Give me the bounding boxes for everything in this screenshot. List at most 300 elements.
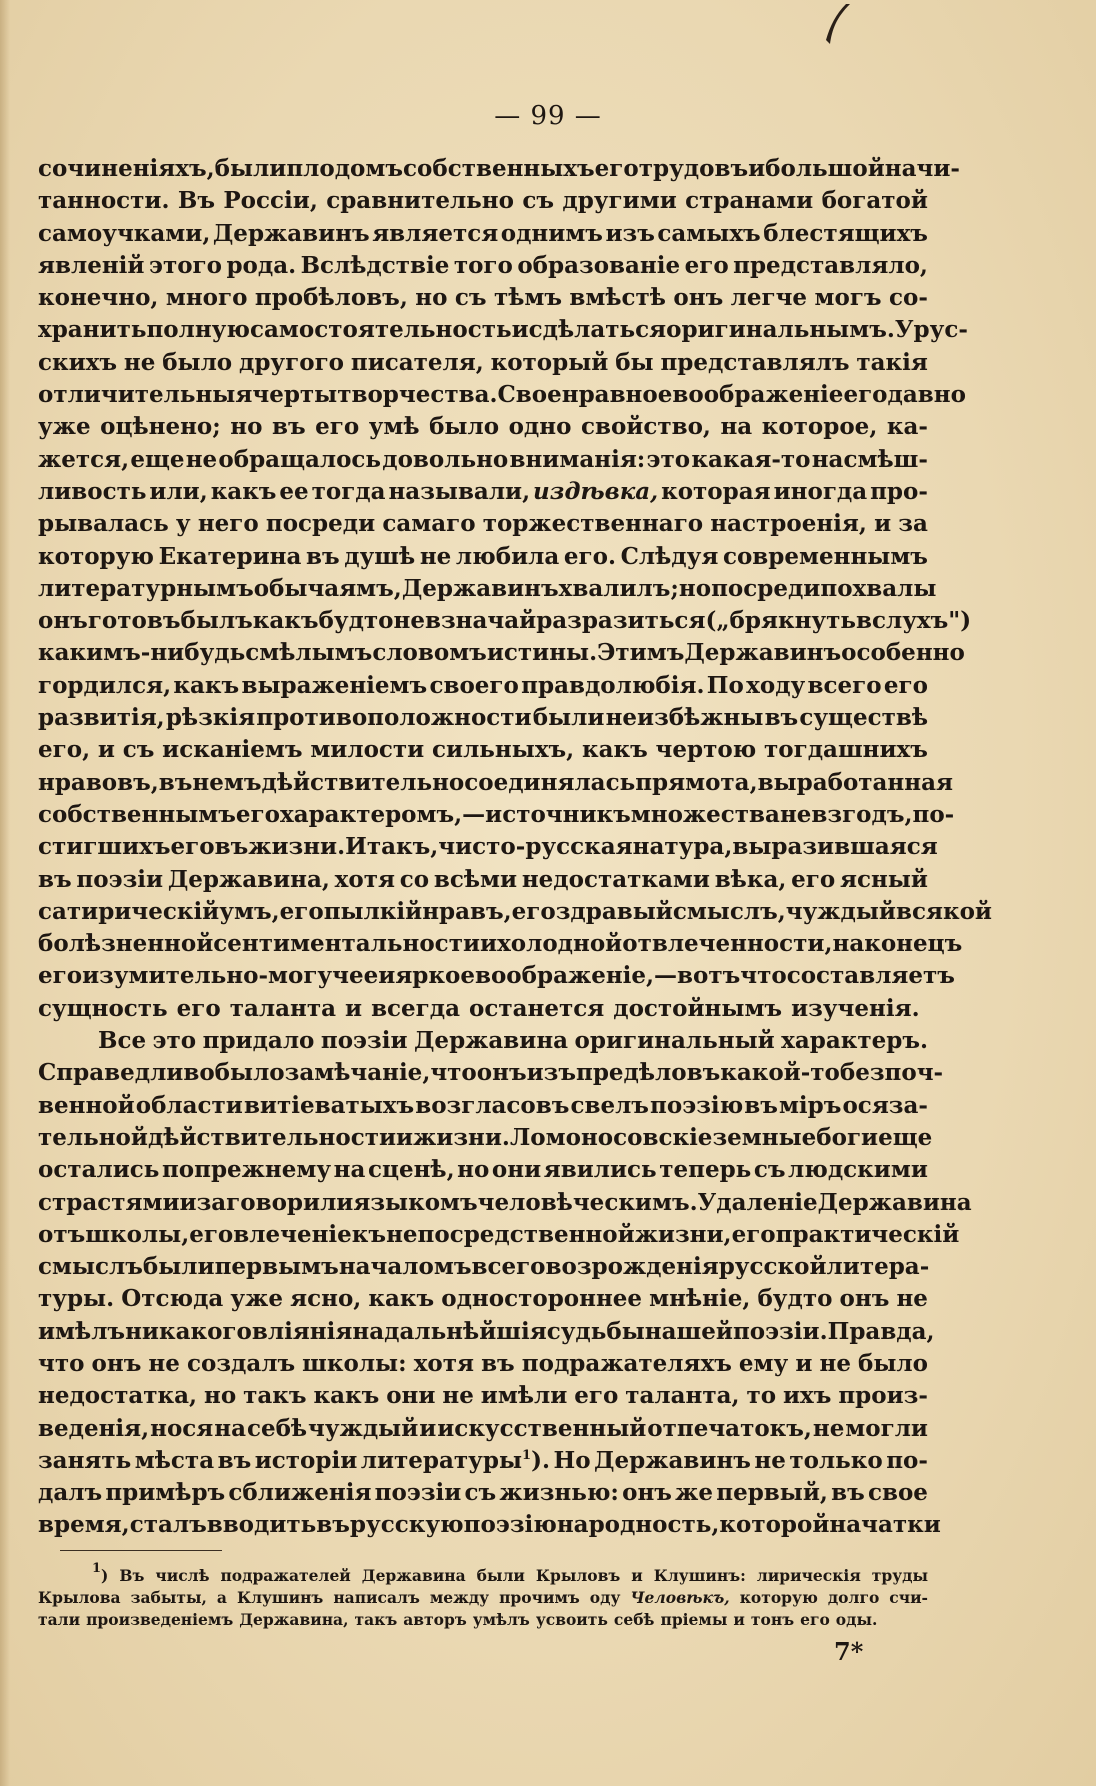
word: чисто-русская — [438, 833, 633, 861]
word: на — [214, 1414, 246, 1442]
word: Правда, — [827, 1317, 935, 1345]
word: туры. — [38, 1285, 115, 1313]
word: и — [795, 1349, 813, 1377]
word: мѣста — [134, 1446, 215, 1474]
word: людскими — [788, 1156, 928, 1184]
word: Державинъ — [401, 574, 559, 602]
word: практическій — [775, 1220, 960, 1248]
word: мнѣніе, — [649, 1285, 751, 1313]
word: первымъ — [214, 1253, 339, 1281]
word: бы — [615, 348, 654, 376]
word: невзгодъ, — [779, 800, 913, 828]
word: писателя, — [350, 348, 484, 376]
word: вмѣстѣ — [569, 284, 666, 312]
word: свойство, — [580, 413, 711, 441]
word: явленій — [38, 251, 145, 279]
word: рода. — [226, 251, 297, 279]
word: выраженіемъ — [241, 671, 428, 699]
word: сценѣ, — [367, 1156, 455, 1184]
word: ходу — [746, 671, 806, 699]
word: особенно — [841, 639, 965, 667]
word: ливость — [38, 477, 147, 505]
word: разразиться — [536, 607, 706, 635]
word: подражателей — [220, 1566, 351, 1585]
word: съ — [522, 187, 555, 215]
word: поэзіи — [320, 1027, 408, 1055]
word: исторіи — [254, 1446, 358, 1474]
word: Ломоносовскіе — [509, 1123, 713, 1151]
word: и — [396, 1123, 414, 1151]
word: придало — [202, 1027, 315, 1055]
word: время, — [38, 1511, 130, 1539]
word: его — [883, 671, 928, 699]
word: этого — [148, 251, 222, 279]
text-line — [38, 928, 963, 960]
word: существѣ — [799, 704, 928, 732]
word: другими — [562, 187, 677, 215]
word: началомъ — [338, 1253, 472, 1281]
word: жизни. — [248, 833, 346, 861]
word: Въ — [177, 187, 215, 215]
word: и — [378, 962, 396, 990]
word: большой — [765, 155, 885, 182]
word: таланта, — [625, 1382, 740, 1410]
text-line — [38, 347, 928, 379]
word: себѣ — [246, 1414, 308, 1442]
word: пробѣловъ, — [254, 284, 408, 312]
word: а — [216, 1588, 227, 1607]
word: его — [189, 1220, 234, 1248]
word: но — [204, 1382, 237, 1410]
word: его — [731, 1220, 776, 1248]
word: подражателяхъ — [521, 1349, 732, 1377]
word: него — [197, 510, 259, 538]
word: имѣлъ — [38, 1317, 126, 1345]
word: въ — [316, 1511, 350, 1539]
word: поэзіи. — [732, 1317, 828, 1345]
word: насмѣш- — [811, 445, 928, 473]
word: самаго — [382, 510, 476, 538]
word: его — [574, 1382, 619, 1410]
word: возрожденія — [545, 1253, 719, 1281]
footnote-ref: 1 — [92, 1561, 102, 1576]
word: легче — [730, 284, 808, 312]
text-line — [38, 1122, 933, 1154]
word: который — [490, 348, 609, 376]
word: неизбѣжны — [605, 704, 764, 732]
word: сатирическій — [38, 897, 220, 925]
word: исканіемъ — [162, 736, 303, 764]
word: и — [179, 1188, 197, 1216]
word: было — [214, 1059, 285, 1087]
word: ее — [279, 477, 309, 505]
word: оригинальный — [574, 1027, 775, 1055]
word: былъ — [180, 607, 253, 635]
word: были — [142, 1253, 215, 1281]
word: Клушинъ: — [653, 1566, 746, 1585]
word: хотя — [413, 1349, 474, 1377]
word: не — [819, 1349, 851, 1377]
text-line — [38, 1057, 944, 1089]
word: таланта — [229, 994, 336, 1022]
word: готовъ — [87, 607, 181, 635]
text-line — [38, 767, 953, 799]
text-line — [38, 1509, 941, 1541]
word: Державина — [817, 1188, 972, 1216]
word: настроенія, — [710, 510, 867, 538]
word: литературы$^1$). — [360, 1446, 550, 1474]
word: которой — [719, 1511, 830, 1539]
word: вотъ — [677, 962, 741, 990]
word: Россіи, — [223, 187, 318, 215]
word: невзначай — [393, 607, 537, 635]
word: не — [812, 1414, 845, 1442]
word: явились — [543, 1156, 657, 1184]
word: изъ — [605, 219, 655, 247]
word: нравъ, — [422, 897, 512, 925]
word: по- — [886, 1446, 928, 1474]
word: такъ — [354, 1610, 398, 1629]
word: душѣ — [344, 542, 416, 570]
word: но — [678, 574, 712, 602]
word: его. — [563, 542, 616, 570]
word: жется, — [38, 445, 130, 473]
word: уже — [230, 1285, 284, 1313]
word: и — [874, 510, 892, 538]
text-line — [38, 1187, 972, 1219]
word: со- — [888, 284, 928, 312]
word: въ — [481, 1349, 515, 1377]
word: Но — [553, 1446, 591, 1474]
word: какъ — [313, 1382, 380, 1410]
word: какъ — [581, 736, 648, 764]
word: будто — [757, 1285, 833, 1313]
word: трудовъ — [638, 155, 749, 182]
word: оды. — [835, 1610, 878, 1629]
word: то — [746, 1382, 777, 1410]
word: онъ — [839, 1285, 890, 1313]
word: онъ — [476, 1059, 527, 1087]
word: теперь — [659, 1156, 752, 1184]
word: Крылова — [38, 1588, 121, 1607]
word: какой-то — [720, 1059, 840, 1087]
word: чертою — [655, 736, 757, 764]
word: попрежнему — [161, 1156, 332, 1184]
word: немъ — [192, 768, 262, 796]
word: но — [415, 284, 448, 312]
word: сильныхъ, — [432, 736, 575, 764]
word: творчества. — [337, 381, 498, 409]
word: образованіе — [517, 251, 681, 279]
word: своего — [429, 671, 519, 699]
word: вводить — [206, 1511, 317, 1539]
word: предѣловъ — [575, 1059, 721, 1087]
word: еще — [130, 445, 185, 473]
word: его — [38, 962, 83, 990]
word: было — [429, 413, 500, 441]
word: не — [148, 1349, 180, 1377]
word: было — [162, 348, 233, 376]
word: У — [894, 316, 914, 344]
word: могли — [845, 1414, 928, 1442]
word: это — [646, 445, 691, 473]
word: стигшихъ — [38, 833, 171, 861]
word: полную — [146, 316, 250, 344]
word: на — [333, 1156, 366, 1184]
word: умѣлъ — [472, 1610, 530, 1629]
word: его, — [38, 736, 91, 764]
word: имѣли — [480, 1382, 568, 1410]
word: русской — [718, 1253, 827, 1281]
word: („брякнуть — [705, 607, 856, 635]
word: его — [791, 865, 836, 893]
word: хотя — [334, 865, 395, 893]
text-line — [38, 1413, 928, 1445]
text-line — [38, 411, 928, 443]
word: не — [896, 1285, 928, 1313]
word: на — [352, 1317, 385, 1345]
word: лирическія — [756, 1566, 861, 1585]
word: свелъ — [570, 1091, 649, 1119]
word: представляло, — [733, 251, 928, 279]
word: съ — [464, 1479, 497, 1507]
text-line — [38, 218, 928, 250]
word: Державина — [361, 1566, 466, 1585]
word: рѣзкія — [165, 704, 256, 732]
word: тонъ — [750, 1610, 795, 1629]
word: Екатерина — [158, 542, 302, 570]
word: какъ — [368, 1285, 435, 1313]
word: и — [97, 736, 115, 764]
word: холодной — [497, 930, 623, 958]
word: языкомъ — [353, 1188, 478, 1216]
word: но — [457, 1156, 490, 1184]
word: Отсюда — [121, 1285, 224, 1313]
word: Слѣдуя — [620, 542, 719, 570]
word: непосредственной — [386, 1220, 635, 1248]
word: изумительно-могучее — [82, 962, 379, 990]
word: источникъ — [485, 800, 631, 828]
word: вѣка, — [714, 865, 787, 893]
word: его — [235, 800, 280, 828]
word: иногда — [773, 477, 868, 505]
word: съ — [454, 284, 487, 312]
word: не — [754, 1446, 786, 1474]
word: его — [315, 413, 360, 441]
word: страстями — [38, 1188, 180, 1216]
word: Удаленіе — [697, 1188, 818, 1216]
text-line — [38, 864, 928, 896]
text-line — [38, 153, 960, 185]
word: дальнѣйшія — [384, 1317, 547, 1345]
word: собственныхъ — [403, 155, 595, 182]
word: въ — [38, 865, 72, 893]
word: витіеватыхъ — [243, 1091, 415, 1119]
text-line — [38, 541, 928, 573]
word: нося — [150, 1414, 214, 1442]
word: первый, — [716, 1479, 828, 1507]
word: судьбы — [546, 1317, 645, 1345]
word: онъ — [673, 284, 724, 312]
word: вниманія: — [509, 445, 646, 473]
word: яркое — [395, 962, 475, 990]
word: же — [675, 1479, 714, 1507]
word: начатки — [829, 1511, 941, 1539]
word: усвоить — [535, 1610, 608, 1629]
text-line — [38, 1251, 928, 1283]
word: одно — [508, 413, 572, 441]
word: Державина — [413, 1027, 569, 1055]
word: всякой — [895, 897, 992, 925]
word: умѣ — [368, 413, 420, 441]
word: давно — [887, 381, 966, 409]
word: въ — [744, 1091, 778, 1119]
word: изученія. — [791, 994, 920, 1022]
word: выработанная — [757, 768, 953, 796]
word: похвалы — [820, 574, 937, 602]
text-line — [38, 379, 966, 411]
word: были — [532, 704, 605, 732]
text-line — [38, 605, 972, 637]
footnote-line — [38, 1609, 928, 1631]
page-number: — 99 — — [494, 101, 602, 131]
word: истины. — [486, 639, 598, 667]
word: развитія, — [38, 704, 165, 732]
text-line — [38, 476, 928, 508]
footnote-divider — [60, 1550, 222, 1551]
word: которую — [38, 542, 154, 570]
word: онъ — [38, 607, 88, 635]
word: но — [230, 413, 263, 441]
word: русскую — [349, 1511, 464, 1539]
word: что — [430, 1059, 477, 1087]
word: самыхъ — [657, 219, 761, 247]
word: одностороннее — [441, 1285, 643, 1313]
text-line — [38, 573, 937, 605]
word: замѣчаніе, — [284, 1059, 431, 1087]
word: въ — [271, 413, 306, 441]
word: могъ — [814, 284, 882, 312]
word: недостатка, — [38, 1382, 198, 1410]
word: множества — [630, 800, 780, 828]
word: Въ — [119, 1566, 145, 1585]
word: современнымъ — [722, 542, 928, 570]
word: пылкій — [323, 897, 423, 925]
ink-mark-icon — [822, 0, 852, 48]
word: всегда — [371, 994, 461, 1022]
word: авторъ — [403, 1610, 467, 1629]
word: которое, — [761, 413, 878, 441]
word: сентиментальности — [213, 930, 480, 958]
footnote-ref: 1 — [522, 1447, 532, 1463]
text-line — [38, 896, 992, 928]
word: у — [175, 510, 191, 538]
word: дѣйствительности — [147, 1123, 397, 1151]
word: народность, — [556, 1511, 720, 1539]
word: По — [706, 671, 744, 699]
word: — — [654, 962, 678, 990]
word: Итакъ, — [345, 833, 439, 861]
word: и — [748, 155, 766, 182]
body-text — [38, 153, 992, 1542]
word: произведеніемъ — [86, 1610, 234, 1629]
word: что — [740, 962, 787, 990]
word: ка- — [886, 413, 928, 441]
word: дѣйствительно — [261, 768, 465, 796]
word: противоположности — [256, 704, 532, 732]
word: Державина, — [239, 1610, 349, 1629]
word: заговорили — [196, 1188, 354, 1216]
word: венной — [38, 1091, 135, 1119]
word: они — [386, 1382, 436, 1410]
word: безпоч- — [839, 1059, 944, 1087]
word: Клушинъ — [236, 1588, 324, 1607]
word: по- — [912, 800, 955, 828]
word: въ — [217, 1446, 252, 1474]
word: свое — [867, 1479, 928, 1507]
text-line — [38, 1154, 928, 1186]
word: Человѣкъ, — [630, 1588, 730, 1607]
word: прямота, — [635, 768, 758, 796]
word: такія — [856, 348, 928, 376]
word: чуждый — [308, 1414, 419, 1442]
word: остались — [38, 1156, 160, 1184]
word: къ — [351, 1220, 387, 1248]
word: труды — [871, 1566, 928, 1585]
word: Державинъ — [212, 219, 370, 247]
word: числѣ — [155, 1566, 210, 1585]
text-line — [38, 1219, 960, 1251]
word: его — [279, 897, 324, 925]
word: уже — [38, 413, 91, 441]
word: начи- — [884, 155, 960, 182]
word: какъ — [173, 671, 240, 699]
word: что — [38, 1349, 85, 1377]
word: словомъ — [372, 639, 487, 667]
word: ихъ — [782, 1382, 832, 1410]
word: между — [429, 1588, 490, 1607]
word: черты — [252, 381, 338, 409]
word: какъ — [210, 477, 277, 505]
word: жизни. — [413, 1123, 510, 1151]
word: произ- — [838, 1382, 928, 1410]
word: и — [631, 1566, 643, 1585]
word: будто — [318, 607, 394, 635]
word: обычаямъ, — [253, 574, 402, 602]
word: оригинальнымъ. — [666, 316, 895, 344]
word: ясный — [839, 865, 928, 893]
word: онъ — [91, 1349, 142, 1377]
word: они — [491, 1156, 542, 1184]
word: довольно — [382, 445, 509, 473]
word: или, — [149, 477, 208, 505]
text-line — [38, 1025, 928, 1057]
word: Справедливо — [38, 1059, 215, 1087]
word: отъ — [38, 1220, 86, 1248]
word: — — [462, 800, 486, 828]
word: ясно, — [290, 1285, 362, 1313]
word: какимъ-нибудь — [38, 639, 246, 667]
word: и — [419, 1414, 437, 1442]
word: смѣлымъ — [245, 639, 373, 667]
word: тали — [38, 1610, 81, 1629]
word: блестящихъ — [763, 219, 928, 247]
word: это — [152, 1027, 197, 1055]
word: какъ — [252, 607, 319, 635]
word: литера- — [826, 1253, 930, 1281]
word: поэзію — [650, 1091, 744, 1119]
word: торжественнаго — [482, 510, 704, 538]
